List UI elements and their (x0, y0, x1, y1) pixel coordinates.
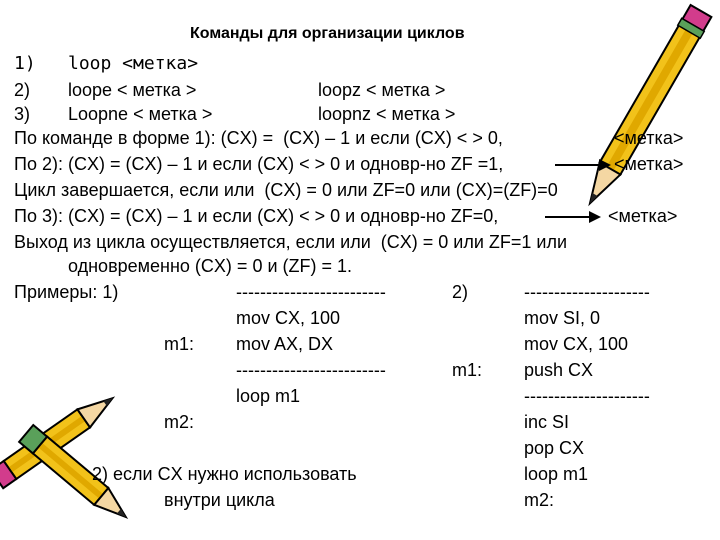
ex1-separator: ------------------------- (236, 360, 386, 380)
ex2-code-line: push CX (524, 360, 594, 380)
ex2-separator: --------------------- (524, 282, 650, 302)
ex2-code-line: mov SI, 0 (524, 308, 601, 328)
ex1-code-line: mov AX, DX (236, 334, 334, 354)
line-1-number: 1) (14, 53, 36, 74)
form1-target: <метка> (614, 128, 684, 148)
form3-description: По 3): (CX) = (CX) – 1 и если (CX) < > 0 и одновр-но ZF=0, (14, 206, 499, 226)
ex1-code-line: loop m1 (236, 386, 301, 406)
ex1-label-m1: m1: (164, 334, 195, 354)
loop-exit-condition: Выход из цикла осуществляется, если или (CX) = 0 или ZF=1 или (14, 232, 568, 252)
line-2-command: loope < метка > (68, 80, 197, 100)
arrow-right-icon (555, 158, 611, 172)
examples-label: Примеры: 1) (14, 282, 119, 302)
line-3-command: Loopne < метка > (68, 104, 213, 124)
note-line: 2) если CX нужно использовать (92, 464, 357, 484)
arrow-right-icon (545, 210, 601, 224)
ex1-code-line: mov CX, 100 (236, 308, 341, 328)
ex2-code-line: loop m1 (524, 464, 589, 484)
line-2-number: 2) (14, 80, 31, 100)
ex2-code-line: mov CX, 100 (524, 334, 629, 354)
ex1-separator: ------------------------- (236, 282, 386, 302)
ex2-label-m1: m1: (452, 360, 483, 380)
form1-description: По команде в форме 1): (CX) = (CX) – 1 и если (CX) < > 0, (14, 128, 503, 148)
ex1-label-m2: m2: (164, 412, 195, 432)
form2-description: По 2): (CX) = (CX) – 1 и если (CX) < > 0 и одновр-но ZF =1, (14, 154, 504, 174)
line-3-number: 3) (14, 104, 31, 124)
line-2-command-alt: loopz < метка > (318, 80, 446, 100)
line-1-command: loop <метка> (68, 53, 199, 74)
page-title: Команды для организации циклов (190, 25, 465, 42)
note-line: внутри цикла (164, 490, 275, 510)
ex2-separator: --------------------- (524, 386, 650, 406)
form2-target: <метка> (614, 154, 684, 174)
ex2-code-line: pop CX (524, 438, 585, 458)
pencil-icon (579, 4, 713, 209)
ex2-code-line: inc SI (524, 412, 570, 432)
loop-end-condition: Цикл завершается, если или (CX) = 0 или ZF=0 или (CX)=(ZF)=0 (14, 180, 558, 200)
ex2-label-m2: m2: (524, 490, 555, 510)
line-3-command-alt: loopnz < метка > (318, 104, 456, 124)
ex2-number: 2) (452, 282, 469, 302)
loop-exit-condition-cont: одновременно (CX) = 0 и (ZF) = 1. (68, 256, 353, 276)
form3-target: <метка> (608, 206, 678, 226)
